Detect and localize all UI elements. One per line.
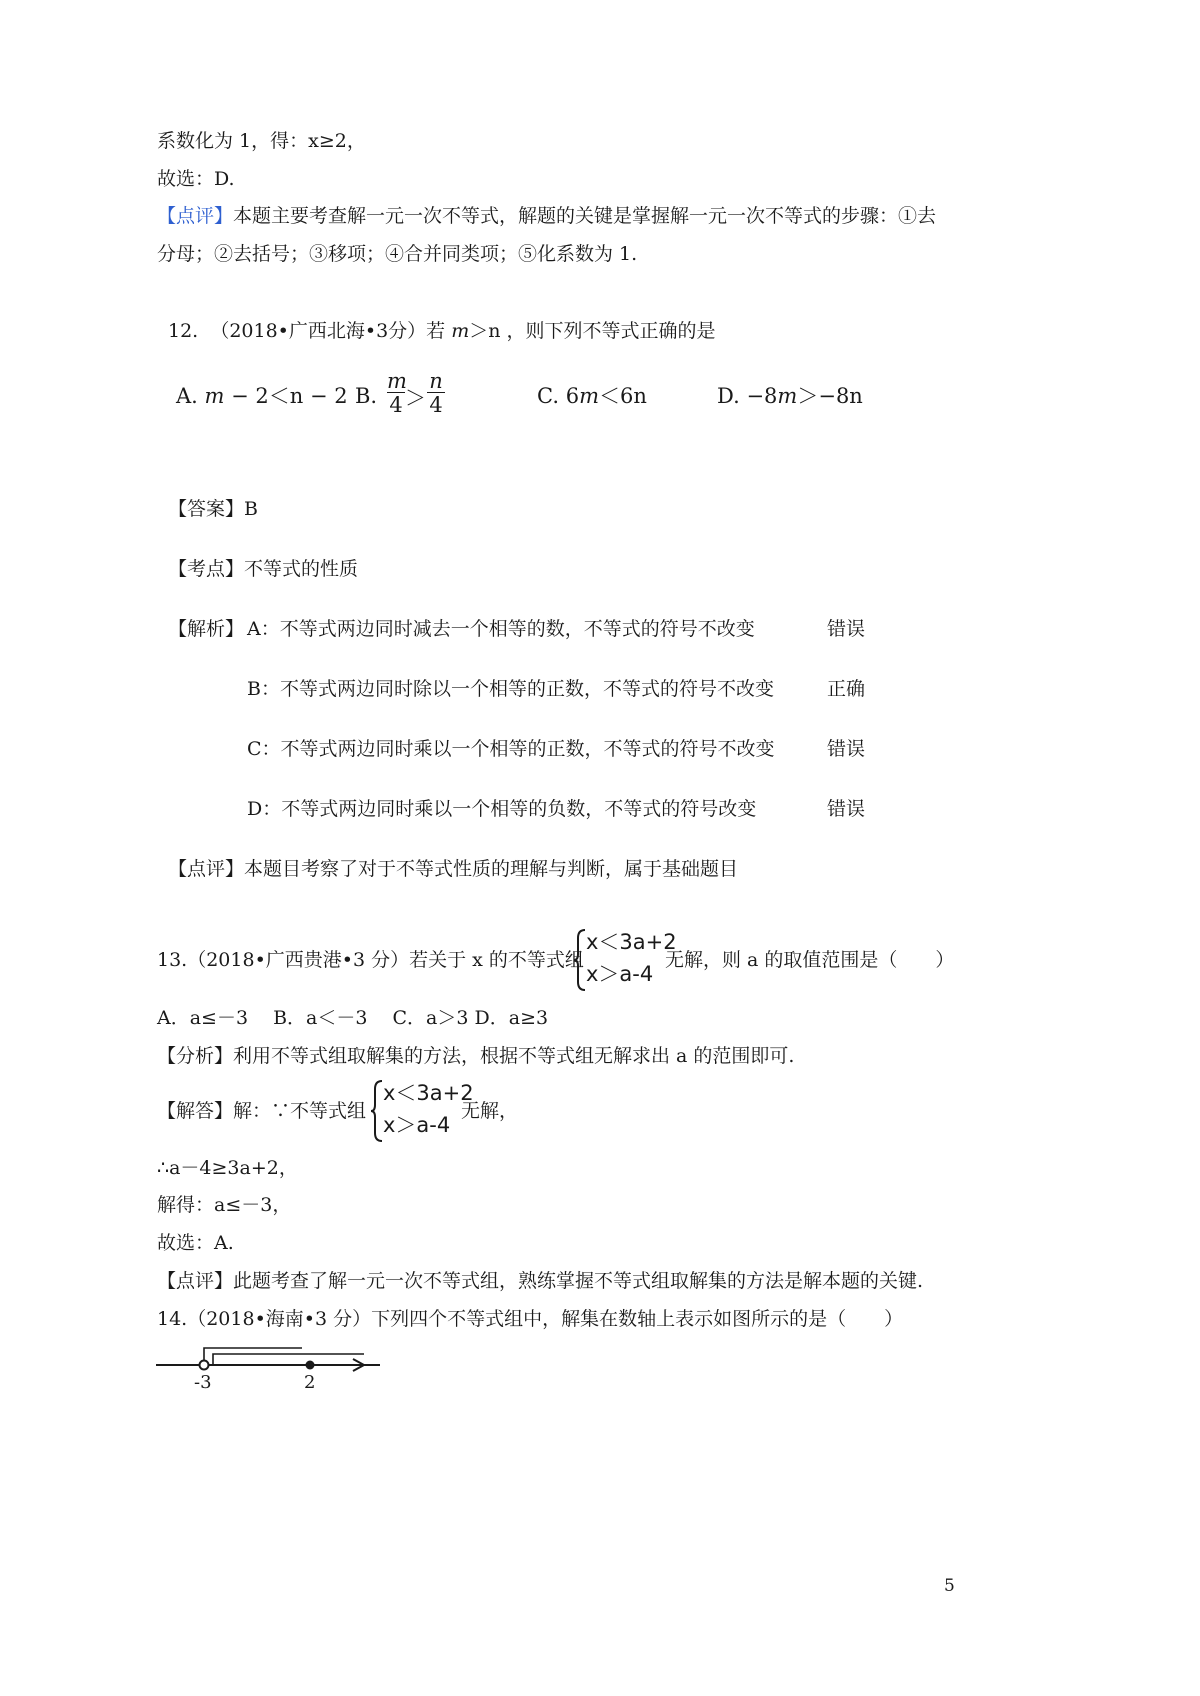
comment-tag: 【点评】	[157, 205, 234, 227]
comment-tag: 【点评】	[168, 858, 245, 880]
q12-analysis-tag: 【解析】	[168, 618, 245, 640]
solution-bracket-right	[213, 1354, 364, 1365]
option-label: C.	[537, 384, 559, 408]
q13-comment	[157, 1268, 923, 1294]
q11-comment-cont: 分母；②去括号；③移项；④合并同类项；⑤化系数为 1.	[157, 243, 638, 265]
option-expr-pre: 6	[565, 384, 580, 408]
q13-options: A．a≤－3 B．a＜－3 C．a＞3 D．a≥3	[157, 1007, 549, 1029]
analysis-row-b	[247, 676, 774, 702]
q12-stem-rest: ＞n ，则下列不等式正确的是	[469, 320, 716, 342]
open-point-icon	[200, 1361, 209, 1370]
comment-text: 本题目考察了对于不等式性质的理解与判断，属于基础题目	[244, 858, 739, 880]
option-expr: − 2＜n − 2	[224, 384, 348, 408]
comment-tag: 【点评】	[157, 1270, 234, 1292]
analysis-label: B：	[247, 678, 280, 700]
q13-analysis	[157, 1043, 794, 1069]
q12-number: 12.	[168, 320, 199, 342]
comment-text: 此题考查了解一元一次不等式组，熟练掌握不等式组取解集的方法是解本题的关键.	[233, 1270, 924, 1292]
analysis-text: 不等式两边同时减去一个相等的数，不等式的符号不改变	[279, 618, 755, 640]
option-label: D.	[717, 384, 740, 408]
numerator: m	[387, 369, 407, 393]
analysis-verdict-b: 正确	[827, 678, 866, 700]
q13-step2: 解得：a≤－3，	[157, 1194, 292, 1216]
denominator: 4	[389, 393, 403, 417]
option-expr-pre: −8	[746, 384, 778, 408]
system-line-1: x＜3a+2	[383, 1081, 474, 1105]
page-number: 5	[944, 1576, 955, 1596]
system-line-2: x＞a-4	[586, 962, 654, 986]
analysis-text: 不等式两边同时除以一个相等的正数，不等式的符号不改变	[279, 678, 774, 700]
q12-var: m	[451, 320, 470, 342]
system-line-2: x＞a-4	[383, 1113, 451, 1137]
solution-bracket-left	[204, 1348, 302, 1365]
q12-option-d	[717, 383, 863, 409]
option-label: A.	[176, 384, 198, 408]
option-expr: ＜6n	[598, 384, 647, 408]
q12-source: （2018•广西北海•3分）若	[210, 320, 446, 342]
analysis-verdict-d: 错误	[827, 798, 866, 820]
q11-line1: 系数化为 1，得：x≥2，	[157, 130, 366, 152]
option-expr: ＞−8n	[797, 384, 863, 408]
q12-answer	[168, 496, 258, 522]
q12-comment	[168, 856, 738, 882]
q11-comment	[157, 203, 936, 229]
analysis-text: 利用不等式组取解集的方法，根据不等式组无解求出 a 的范围即可.	[233, 1045, 795, 1067]
q13-stem-pre: 13.（2018•广西贵港•3 分）若关于 x 的不等式组	[157, 949, 584, 971]
q13-step3: 故选：A.	[157, 1232, 234, 1254]
point-value: 不等式的性质	[244, 558, 359, 580]
analysis-row-d	[247, 796, 756, 822]
analysis-label: C：	[247, 738, 281, 760]
option-var: m	[204, 384, 225, 408]
analysis-row-c	[247, 736, 775, 762]
q12-option-c	[537, 383, 647, 409]
q14-stem: 14.（2018•海南•3 分）下列四个不等式组中，解集在数轴上表示如图所示的是（ ）	[157, 1308, 904, 1330]
analysis-row-a	[247, 616, 755, 642]
relation: ＞	[405, 386, 426, 410]
system-line-1: x＜3a+2	[586, 930, 677, 954]
fraction-left	[387, 370, 405, 417]
analysis-text: 不等式两边同时乘以一个相等的负数，不等式的符号改变	[281, 798, 757, 820]
solution-tag: 【解答】	[157, 1100, 234, 1122]
analysis-verdict-a: 错误	[827, 618, 866, 640]
closed-point-icon	[306, 1361, 315, 1370]
solution-text: 解：∵不等式组	[233, 1100, 367, 1122]
analysis-verdict-c: 错误	[827, 738, 866, 760]
q12-stem	[168, 318, 716, 344]
denominator: 4	[429, 393, 443, 417]
point-tag: 【考点】	[168, 558, 245, 580]
q12-point	[168, 556, 358, 582]
option-var: m	[579, 384, 599, 408]
analysis-text: 不等式两边同时乘以一个相等的正数，不等式的符号不改变	[280, 738, 775, 760]
analysis-label: D：	[247, 798, 282, 820]
q12-option-b	[355, 370, 455, 430]
q13-stem-post: 无解，则 a 的取值范围是（ ）	[665, 949, 955, 971]
comment-text: 本题主要考查解一元一次不等式，解题的关键是掌握解一元一次不等式的步骤：①去	[233, 205, 937, 227]
tick-label-left: -3	[194, 1372, 212, 1393]
tick-label-right: 2	[304, 1372, 316, 1393]
q13-solution	[157, 1098, 366, 1124]
analysis-label: A：	[247, 618, 280, 640]
answer-tag: 【答案】	[168, 498, 245, 520]
option-var: m	[777, 384, 798, 408]
analysis-tag: 【分析】	[157, 1045, 234, 1067]
q13-system	[586, 930, 677, 986]
option-label: B.	[355, 384, 378, 408]
q11-line2: 故选：D.	[157, 168, 235, 190]
q13-solution-post: 无解，	[461, 1100, 519, 1122]
q13-step1: ∴a－4≥3a+2，	[157, 1157, 298, 1179]
numerator: n	[429, 369, 443, 393]
number-line	[150, 1342, 380, 1394]
fraction-right	[427, 370, 445, 417]
answer-value: B	[244, 498, 258, 520]
q12-option-a	[176, 383, 348, 409]
